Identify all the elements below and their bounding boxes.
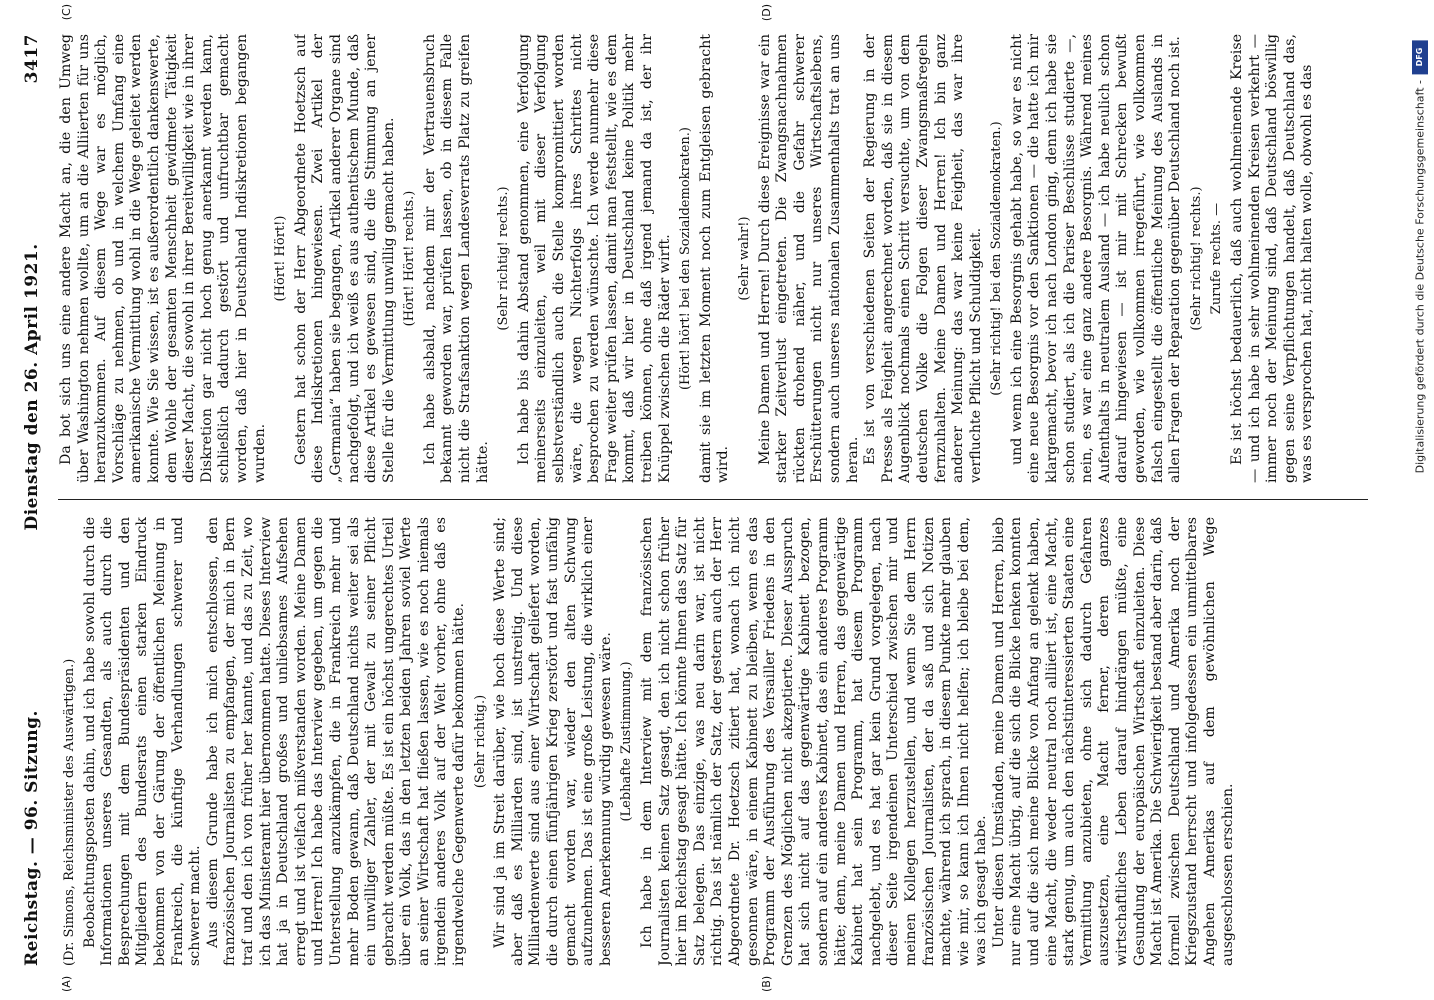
interjection: Zurufe rechts. — xyxy=(1209,202,1225,315)
paragraph: Unter diesen Umständen, meine Damen und Herren, blieb nur eine Macht übrig, auf die sich die Blicke lenken konnten und auf die sich meine Blicke von Anfang an gelenkt haben, eine Macht, die weder neutral noch alliiert ist, eine Macht, stark genug, um auch den nächstinteressierten Staaten eine Vermittlung anzubieten, ohne sich dadurch Gefahren auszusetzen, eine Macht ferner, deren ganzes wirtschaftliches Leben darauf hindrängen müßte, eine Gesundung der europäischen Wirtschaft einzuleiten. Diese Macht ist Amerika. Die Schwierigkeit bestand aber darin, daß formell zwischen Deutschland und Amerika noch der Kriegszustand herrscht und infolgedessen ein unmittelbares Angehen Amerikas auf dem gewöhnlichen Wege ausgeschlossen erschien. xyxy=(990,517,1236,966)
page-header xyxy=(22,34,50,966)
margin-mark-d: (D) xyxy=(760,4,773,22)
page-number: 3417 xyxy=(22,34,42,84)
paragraph: Es ist von verschiedenen Seiten der Regierung in der Presse als Feigheit angerechnet worden, daß sie in diesem Augenblick nochmals einen Schritt versuchte, um von dem deutschen Volke die Folgen dieser Zwangsmaßregeln fernzuhalten. Meine Damen und Herren! Ich bin ganz anderer Meinung: das war keine Feigheit, das war ihre verfluchte Pflicht und Schuldigkeit. xyxy=(862,34,984,483)
margin-mark-c: (C) xyxy=(60,4,73,21)
margin-mark-a: (A) xyxy=(60,975,73,992)
dfg-logo-icon: DFG xyxy=(1412,40,1428,74)
credit-text: Digitalisierung gefördert durch die Deutsche Forschungsgemeinschaft - xyxy=(1413,80,1427,474)
interjection: (Sehr richtig.) xyxy=(472,694,488,789)
paragraph: Meine Damen und Herren! Durch diese Ereignisse war ein starker Zeitverlust eingetreten. Die Zwangsnachnahmen rückten drohend näher, und die Gefahr schwerer Erschütterungen nicht nur unseres Wirtschaftslebens, sondern auch unseres nationalen Zusammenhalts trat an uns heran. xyxy=(756,34,861,483)
left-column xyxy=(58,517,1368,966)
interjection: (Sehr richtig! rechts.) xyxy=(1188,186,1204,331)
interjection: (Hört! hört! bei den Sozialdemokraten.) xyxy=(678,127,694,391)
interjection: (Sehr richtig! rechts.) xyxy=(496,186,512,331)
paragraph: Beobachtungsposten dahin, und ich habe sowohl durch die Informationen unseres Gesandten, als auch durch die Besprechungen mit dem Bundespräsidenten und den Mitgliedern des Bundesrats einen starken Eindruck bekommen von der Gärung der öffentlichen Meinung in Frankreich, die künftige Verhandlungen schwerer und schwerer macht. xyxy=(81,517,204,966)
interjection: (Lebhafte Zustimmung.) xyxy=(619,661,635,822)
paragraph: Gestern hat schon der Herr Abgeordnete Hoetzsch auf diese Indiskretionen hingewiesen. Zwei Artikel der „Germania“ haben sie begangen, Artikel anderer Organe sind nachgefolgt, und ich weiß es aus authentischem Munde, daß diese Artikel es gewesen sind, die die Stimmung an jener Stelle für die Vermittlung unwillig gemacht haben. xyxy=(292,34,397,483)
paragraph: und wenn ich eine Besorgnis gehabt habe, so war es nicht eine neue Besorgnis vor den Sanktionen — die hatte ich mir klargemacht, bevor ich nach London ging, denn ich habe sie schon studiert, als ich die Pariser Beschlüsse studierte —, nein, es war eine ganz andere Besorgnis. Während meines Aufenthalts in neutralem Ausland — ich habe neulich schon darauf hingewiesen — ist mir mit Schrecken bewußt geworden, wie vollkommen irregeführt, wie vollkommen falsch eingestellt die öffentliche Meinung des Auslands in allen Fragen der Reparation gegenüber Deutschland noch ist. xyxy=(1008,34,1184,483)
paragraph: damit sie im letzten Moment noch zum Entgleisen gebracht wird. xyxy=(697,34,732,483)
interjection: (Hört! Hört!) xyxy=(273,215,289,302)
paragraph: Da bot sich uns eine andere Macht an, die den Umweg über Washington nehmen wollte, um an die Alliierten für uns heranzukommen. Auf diesem Wege war es möglich, Vorschläge zu nehmen, ob und in welchem Umfang eine amerikanische Vermittlung wohl in die Wege geleitet werden konnte. Wie Sie wissen, ist es außerordentlich dankenswerte, dem Wohle der gesamten Menschheit gewidmete Tätigkeit dieser Macht, die sowohl in ihrer Bereitwilligkeit wie in ihrer Diskretion gar nicht hoch genug anerkannt werden kann, schließlich dadurch gestört und unfruchtbar gemacht worden, daß hier in Deutschland Indiskretionen begangen wurden. xyxy=(58,34,268,483)
paragraph: Wir sind ja im Streit darüber, wie hoch diese Werte sind; aber daß es Milliarden sind, ist unstreitig. Und diese Milliardenwerte sind aus einer Wirtschaft geliefert worden, die durch einen fünfjährigen Krieg zerstört und fast unfähig gemacht worden war, wieder den alten Schwung aufzunehmen. Das ist eine große Leistung, die wirklich einer besseren Anerkennung würdig gewesen wäre. xyxy=(492,517,614,966)
paragraph: Aus diesem Grunde habe ich mich entschlossen, den französischen Journalisten zu empfangen, der mich in Bern traf und den ich von früher her kannte, und das zu Zeit, wo ich das Ministeramt hier übernommen hatte. Dieses Interview hat ja in Deutschland großes und unliebsames Aufsehen erregt und ist vielfach mißverstanden worden. Meine Damen und Herren! Ich habe das Interview gegeben, um gegen die Unterstellung anzukämpfen, die in Frankreich mehr und mehr Boden gewann, daß Deutschland nichts weiter sei als ein unwilliger Zahler, der mit Gewalt zu seiner Pflicht gebracht werden müßte. Es ist ein höchst ungerechtes Urteil über ein Volk, das in den letzten beiden Jahren soviel Werte an seiner Wirtschaft hat fließen lassen, wie es noch niemals irgendein anderes Volk auf der Welt vorher, ohne daß es irgendwelche Gegenwerte dafür bekommen hätte. xyxy=(204,517,468,966)
paragraph: Ich habe alsbald, nachdem mir der Vertrauensbruch bekannt geworden war, prüfen lassen, ob in diesem Falle nicht die Strafsanktion wegen Landesverrats Platz zu greifen hätte. xyxy=(421,34,491,483)
paragraph: Ich habe bis dahin Abstand genommen, eine Verfolgung meinerseits einzuleiten, weil mit dieser Verfolgung selbstverständlich auch die Stelle kompromittiert worden wäre, die wegen Nichterfolgs ihres Schrittes nicht besprochen zu werden wünschte. Ich werde nunmehr diese Frage weiter prüfen lassen, damit man feststellt, wie es dem kommt, daß wir hier in Deutschland keine Politik mehr treiben können, ohne daß irgend jemand da ist, der ihr Knüppel zwischen die Räder wirft. xyxy=(515,34,673,483)
margin-mark-b: (B) xyxy=(760,975,773,992)
paragraph: Ich habe in dem Interview mit dem französischen Journalisten keinen Satz gesagt, den ich nicht schon früher hier im Reichstag gesagt hätte. Ich könnte Ihnen das Satz für Satz belegen. Das einzige, was neu darin war, ist nicht richtig. Das ist nämlich der Satz, der gestern auch der Herr Abgeordnete Dr. Hoetzsch zitiert hat, wonach ich nicht gesonnen wäre, in einem Kabinett zu bleiben, wenn es das Programm der Ausführung des Versailler Friedens in den Grenzen des Möglichen nicht akzeptierte. Dieser Ausspruch hat sich nicht auf das gegenwärtige Kabinett bezogen, sondern auf ein anderes Kabinett, das ein anderes Programm hätte; denn, meine Damen und Herren, das gegenwärtige Kabinett hat sein Programm, hat diesem Programm nachgelebt, und es hat gar kein Grund vorgelegen, nach dieser Seite irgendeinen Unterschied zwischen mir und meinen Kollegen herzustellen, und wenn Sie dem Herrn französischen Journalisten, der da saß und sich Notizen machte, während ich sprach, in diesem Punkte mehr glauben wie mir, so kann ich Ihnen nicht helfen; ich bleibe bei dem, was ich gesagt habe. xyxy=(639,517,990,966)
digitization-credit xyxy=(1412,40,1428,473)
interjection: (Sehr wahr!) xyxy=(736,216,752,301)
right-column xyxy=(58,34,1368,483)
header-left: Reichstag. — 96. Sitzung. xyxy=(22,710,42,966)
text-columns xyxy=(58,34,1368,966)
header-date: Dienstag den 26. April 1921. xyxy=(22,243,42,531)
interjection: (Sehr richtig! bei den Sozialdemokraten.) xyxy=(989,121,1005,396)
interjection: (Hört! Hört! rechts.) xyxy=(402,190,418,327)
paragraph: Es ist höchst bedauerlich, daß auch wohlmeinende Kreise — und ich habe in sehr wohlmeinenden Kreisen verkehrt — immer noch der Meinung sind, daß Deutschland böswillig gegen seine Verpflichtungen handelt, daß Deutschland das, was es versprochen hat, nicht halten wolle, obwohl es das xyxy=(1229,34,1316,483)
speaker-line: (Dr. Simons, Reichsminister des Auswärtigen.) xyxy=(62,658,77,966)
